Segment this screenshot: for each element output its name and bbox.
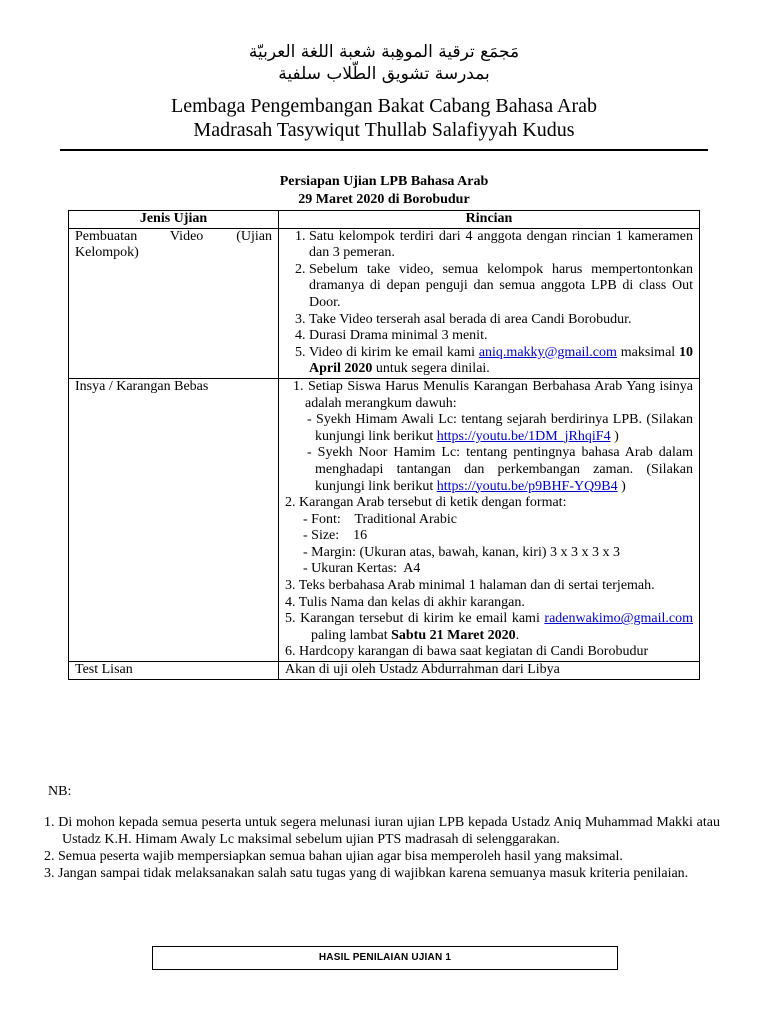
deadline-date: Sabtu 21 Maret 2020 — [391, 627, 516, 643]
item-text: maksimal — [616, 344, 679, 360]
item-text: untuk segera dinilai. — [372, 361, 490, 377]
item-text: 5. Karangan tersebut di kirim ke email kami — [285, 611, 545, 627]
list-item: 4. Tulis Nama dan kelas di akhir karangan. — [285, 594, 525, 610]
result-heading-box: HASIL PENILAIAN UJIAN 1 — [152, 946, 618, 970]
table-header-row — [69, 211, 700, 229]
header-jenis-ujian: Jenis Ujian — [69, 211, 279, 229]
list-item: 1. Setiap Siswa Harus Menulis Karangan Berbahasa Arab Yang isinya adalah merangkum dawuh: — [293, 378, 693, 411]
exam-detail-lisan: Akan di uji oleh Ustadz Abdurrahman dari Libya — [279, 662, 700, 680]
item-text: . — [515, 627, 520, 643]
table-row — [69, 662, 700, 680]
youtube-link-2[interactable]: https://youtu.be/p9BHF-YQ9B4 — [436, 478, 618, 494]
exam-type-video: Pembuatan Video (Ujian Kelompok) — [69, 228, 279, 378]
email-link-aniq[interactable]: aniq.makky@gmail.com — [478, 344, 617, 360]
exam-table — [68, 210, 700, 680]
item-text: - Syekh Himam Awali Lc: tentang sejarah berdirinya LPB. (Silakan kunjungi link berikut — [307, 412, 693, 444]
list-item: 2. Sebelum take video, semua kelompok harus mempertontonkan dramanya di depan penguji dan semua anggota LPB di class Out Door. — [309, 262, 693, 312]
arabic-header-line2: بمدرسة تشويق الطّلاب سلفية — [278, 64, 490, 84]
deadline-date: 10 April 2020 — [309, 344, 693, 377]
format-font: - Font: Traditional Arabic — [303, 511, 457, 527]
list-item: 3. Teks berbahasa Arab minimal 1 halaman dan di sertai terjemah. — [285, 578, 655, 594]
list-item: 1. Di mohon kepada semua peserta untuk segera melunasi iuran ujian LPB kepada Ustadz Aniq Muhammad Makki atau Ustadz K.H. Himam Awaly Lc maksimal sebelum ujian PTS madrasah di selenggarakan. — [44, 815, 720, 847]
list-item — [285, 445, 693, 495]
exam-detail-video — [279, 228, 700, 378]
item-text: Video di kirim ke email kami — [309, 344, 479, 360]
table-row — [69, 228, 700, 378]
document-title: Persiapan Ujian LPB Bahasa Arab — [279, 174, 489, 189]
header-divider — [60, 149, 708, 151]
item-text: ) — [617, 478, 626, 494]
exam-type-lisan: Test Lisan — [69, 662, 279, 680]
institution-name: Lembaga Pengembangan Bakat Cabang Bahasa Arab — [171, 95, 597, 117]
list-item: 6. Hardcopy karangan di bawa saat kegiatan di Candi Borobudur — [285, 644, 649, 660]
list-item: 4. Durasi Drama minimal 3 menit. — [309, 328, 693, 345]
list-item: 3. Jangan sampai tidak melaksanakan salah satu tugas yang di wajibkan karena semuanya masuk kriteria penilaian. — [44, 866, 689, 881]
exam-detail-insya — [279, 378, 700, 661]
list-item: 2. Karangan Arab tersebut di ketik dengan format: — [285, 495, 567, 511]
header-rincian: Rincian — [279, 211, 700, 229]
table-row — [69, 378, 700, 661]
list-item — [285, 412, 693, 445]
format-paper: - Ukuran Kertas: A4 — [303, 561, 421, 577]
list-item — [285, 611, 693, 644]
arabic-header-line1: مَجمَع ترقية الموهِبة شعبة اللغة العربيّة — [248, 42, 520, 62]
format-margin: - Margin: (Ukuran atas, bawah, kanan, kiri) 3 x 3 x 3 x 3 — [303, 544, 620, 560]
list-item — [309, 345, 693, 378]
item-text: ) — [610, 428, 619, 444]
video-requirements-list — [285, 229, 693, 378]
format-size: - Size: 16 — [303, 528, 368, 544]
item-text: - Syekh Noor Hamim Lc: tentang pentingnya bahasa Arab dalam menghadapi tantangan dan perkembangan zaman. (Silakan kunjungi link berikut — [307, 445, 693, 494]
list-item: 2. Semua peserta wajib mempersiapkan semua bahan ujian agar bisa memperoleh hasil yang maksimal. — [44, 849, 623, 864]
notes-list — [44, 814, 720, 882]
item-text: paling lambat — [311, 627, 392, 643]
document-date: 29 Maret 2020 di Borobudur — [298, 192, 470, 207]
email-link-raden[interactable]: radenwakimo@gmail.com — [544, 611, 693, 627]
youtube-link-1[interactable]: https://youtu.be/1DM_jRhqiF4 — [436, 428, 611, 444]
nb-label: NB: — [48, 784, 72, 799]
school-name: Madrasah Tasywiqut Thullab Salafiyyah Kudus — [193, 119, 575, 141]
exam-type-insya: Insya / Karangan Bebas — [69, 378, 279, 661]
list-item: 1. Satu kelompok terdiri dari 4 anggota dengan rincian 1 kameramen dan 3 pemeran. — [309, 229, 693, 262]
list-item: 3. Take Video terserah asal berada di area Candi Borobudur. — [309, 312, 693, 329]
